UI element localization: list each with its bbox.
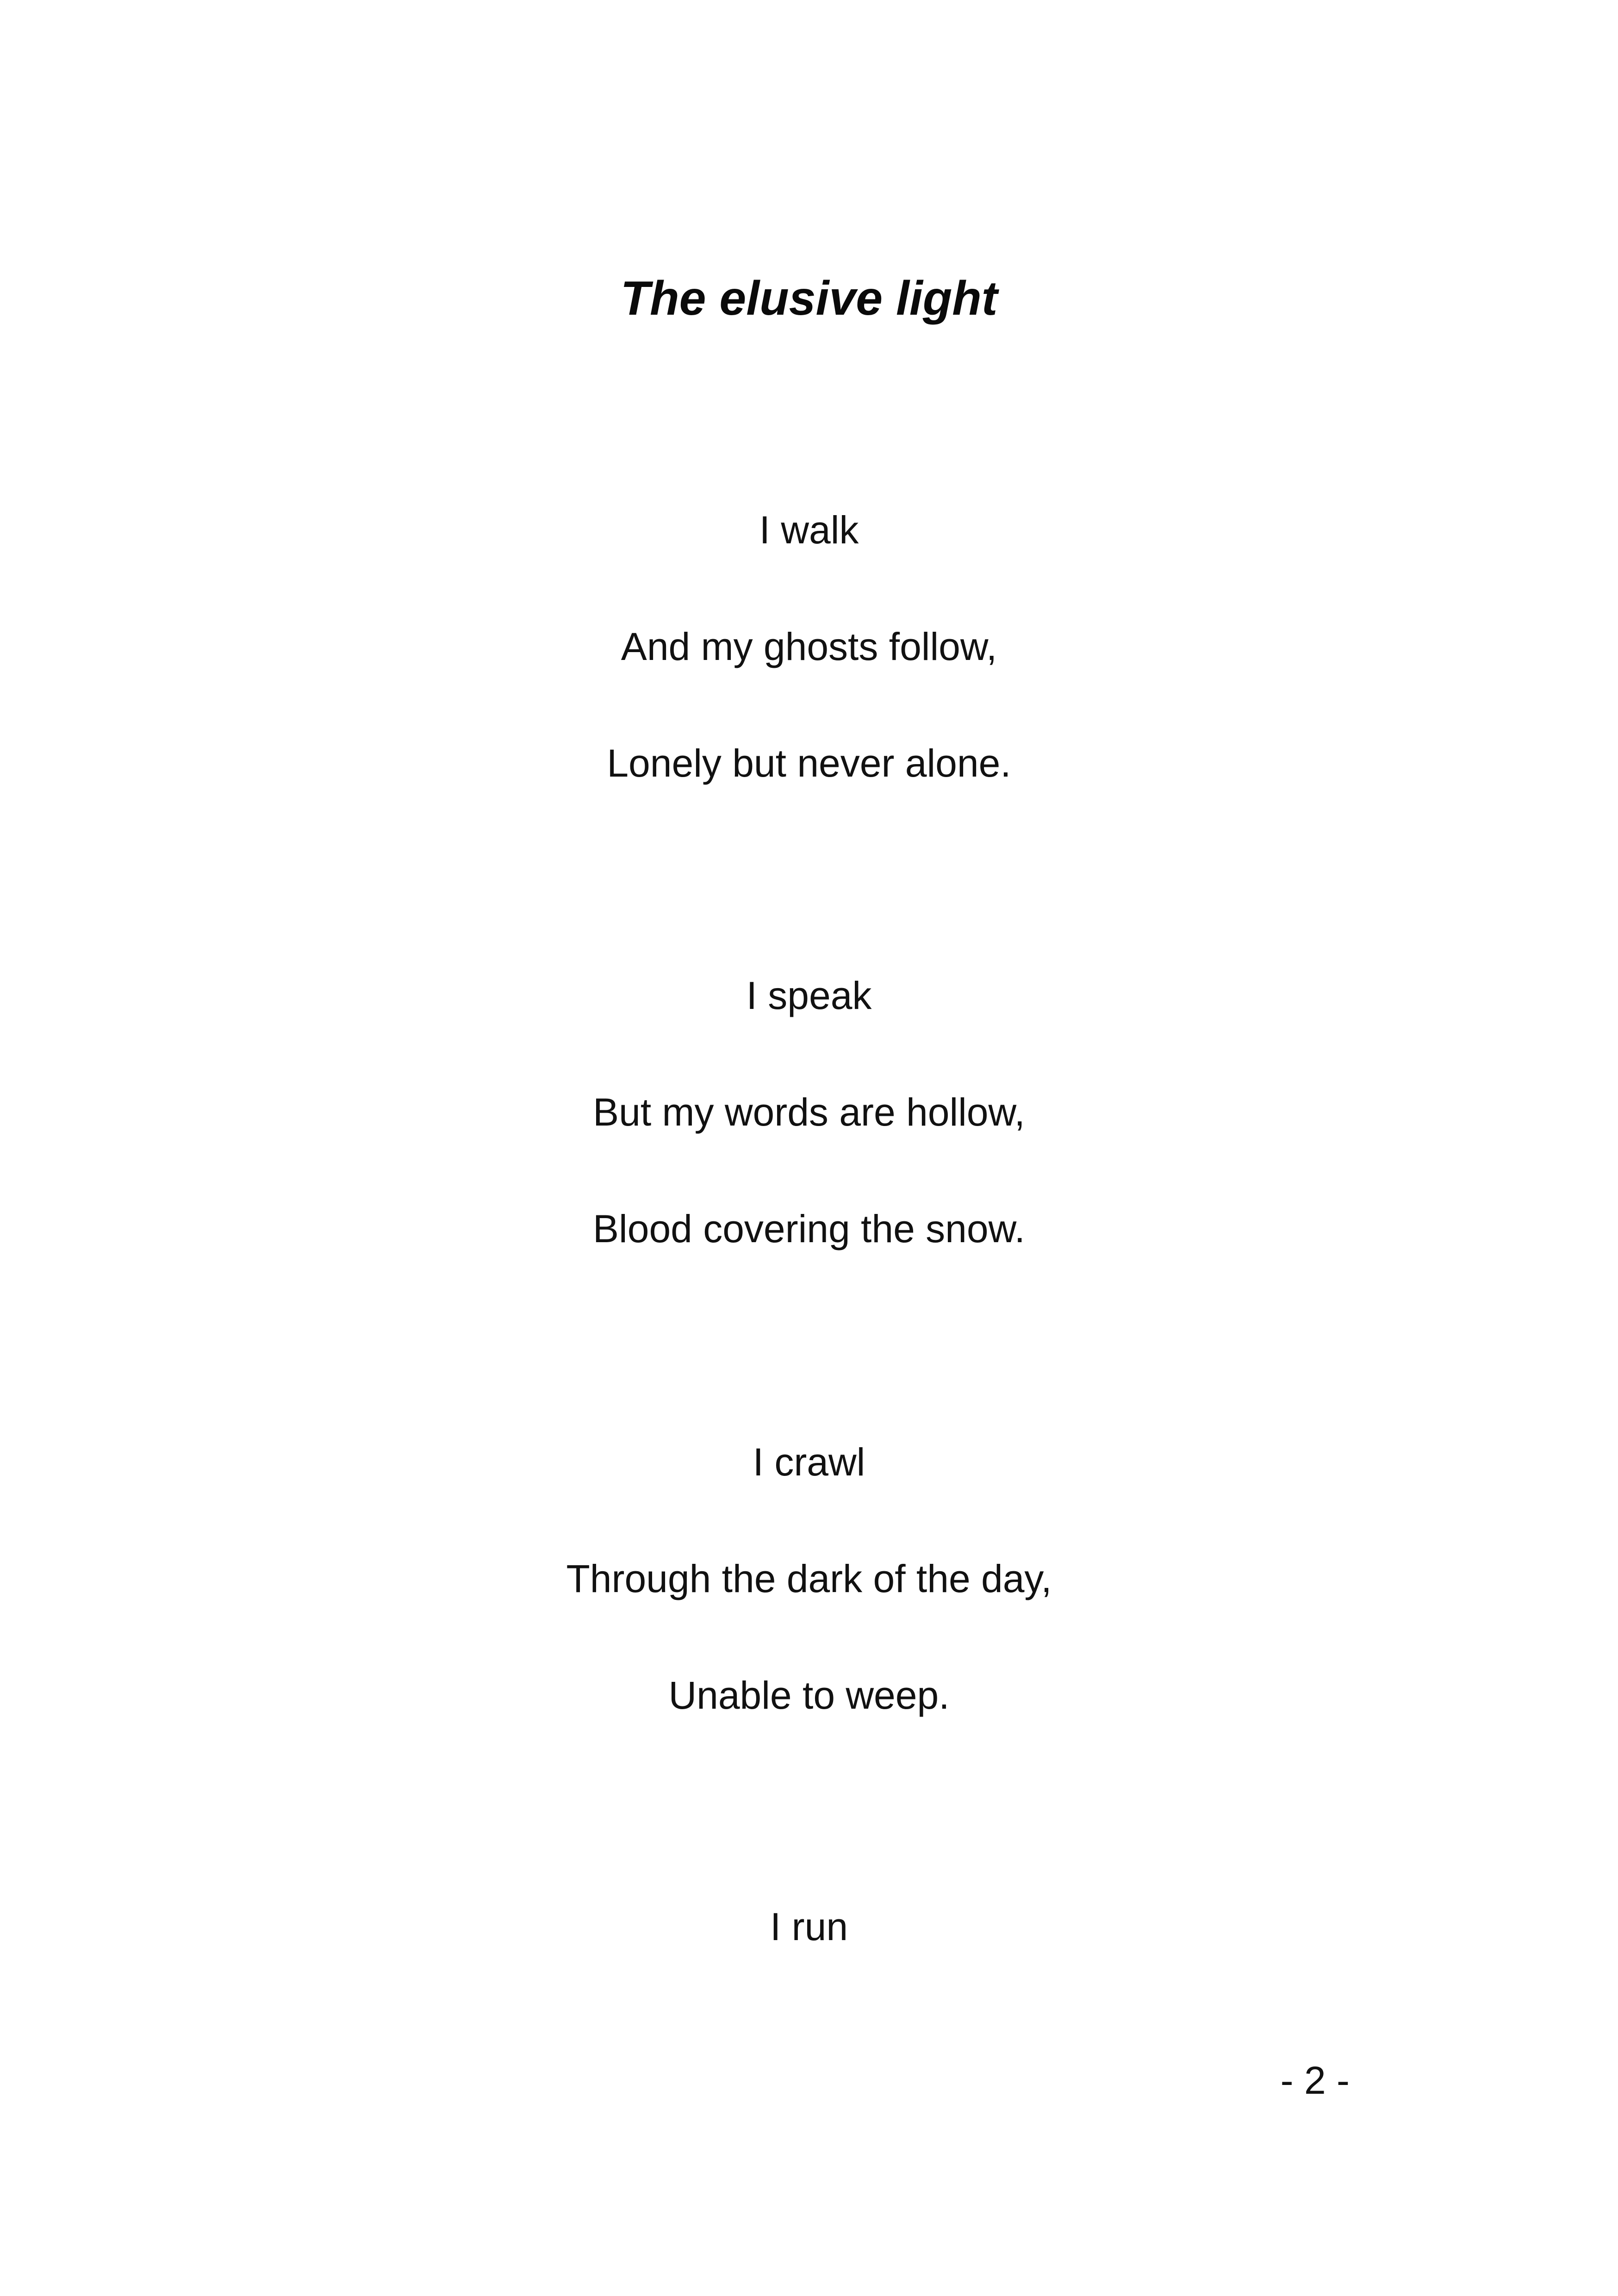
poem-line: Blood covering the snow. (593, 1207, 1025, 1251)
poem-line: I walk (759, 508, 859, 552)
poem-line: Lonely but never alone. (607, 741, 1011, 785)
poem-line: Through the dark of the day, (566, 1557, 1052, 1600)
poem-title: The elusive light (620, 272, 998, 325)
poem-line: I speak (746, 974, 872, 1017)
poem-line: And my ghosts follow, (621, 625, 997, 668)
poem-line: Unable to weep. (668, 1674, 950, 1717)
poem-line: I run (770, 1905, 848, 1948)
page-number: - 2 - (1280, 2059, 1350, 2102)
poem-line: But my words are hollow, (593, 1090, 1025, 1134)
poem-line: I crawl (753, 1440, 865, 1484)
